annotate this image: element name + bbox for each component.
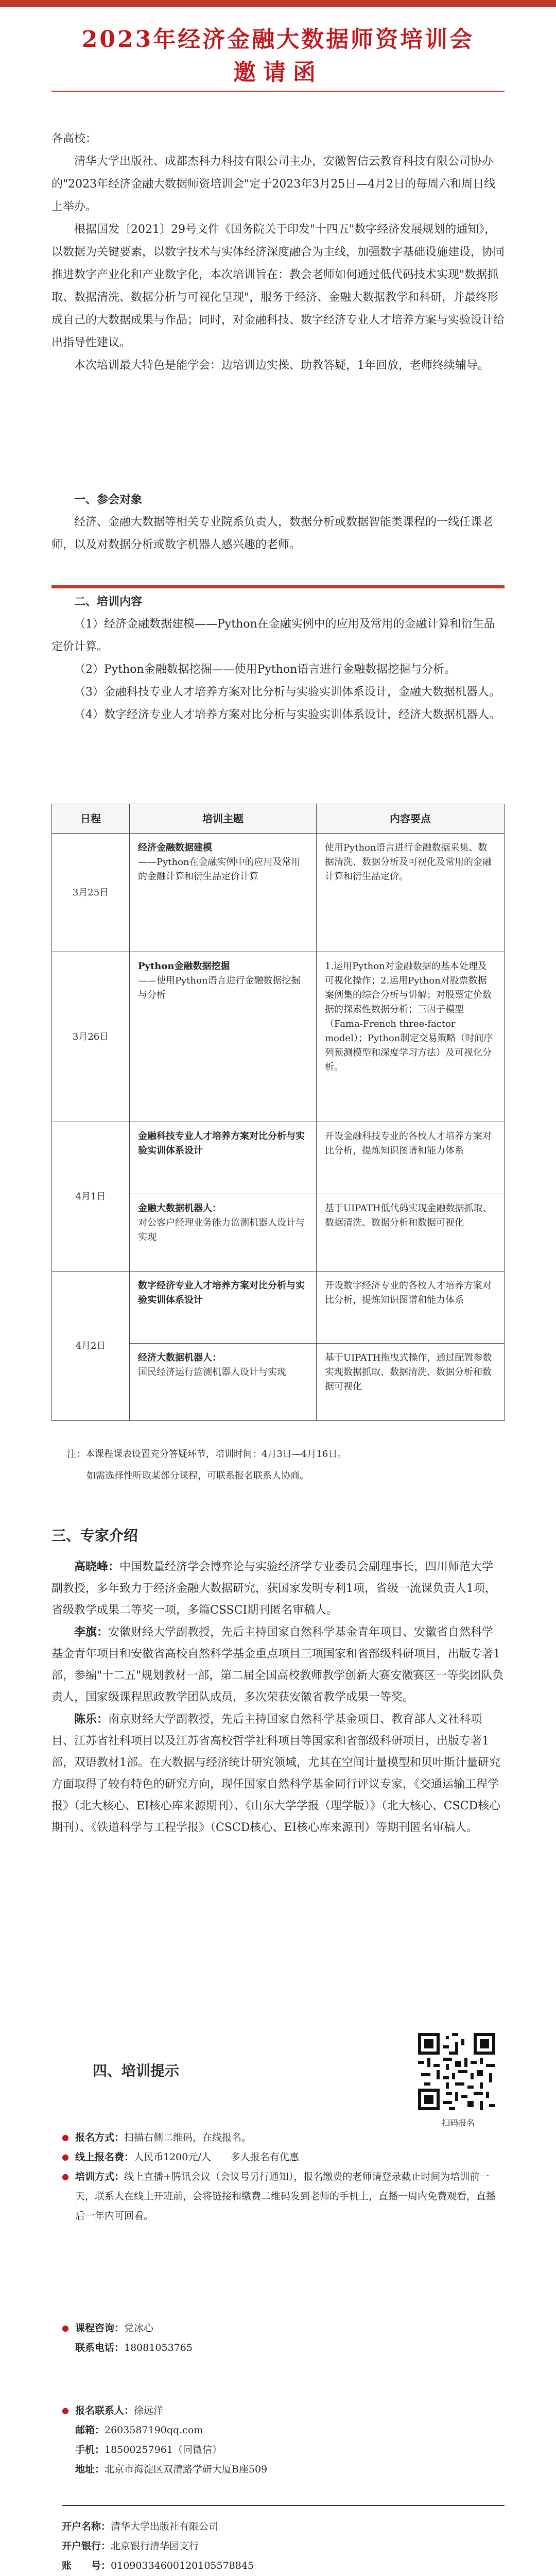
tip-value: 人民币1200元/人 多人报名有优惠	[133, 2151, 299, 2163]
topic-title: 金融大数据机器人：	[138, 1203, 221, 1214]
topic-title: 经济金融数据建模	[138, 842, 212, 853]
expert-3	[51, 1708, 505, 1839]
tip-key: 报名方式：	[75, 2132, 124, 2143]
bullet-icon: ●	[62, 2323, 69, 2333]
signup-contact	[62, 2401, 505, 2479]
content-item-3: （3）金融科技专业人才培养方案对比分析与实验实训体系设计，金融大数据机器人。	[74, 686, 500, 699]
section-heading-participants: 一、参会对象	[74, 493, 143, 506]
list-item	[62, 2517, 505, 2536]
section-heading-content: 二、培训内容	[74, 595, 143, 608]
contact-key: 手机：	[75, 2444, 105, 2455]
schedule-header-row	[52, 804, 505, 834]
topic-title: 金融科技专业人才培养方案对比分析与实验实训体系设计	[138, 1131, 305, 1156]
contact-key: 地址：	[75, 2464, 105, 2475]
schedule-topic	[130, 1344, 317, 1421]
schedule-content: 1.运用Python对金融数据的基本处理及可视化操作；2.运用Python对股票数据案例集的综合分析与讲解；对股票定价数据的探索性数据分析；三因子模型（Fama-French three-factor model）；Python制定交易策略（时间序列预测模型和深度学习方法）及可视化分析。	[317, 952, 505, 1122]
intro-block	[51, 128, 505, 377]
schedule-note: 注：本课程课表设置充分答疑环节，培训时间：4月3日—4月16日。	[67, 1449, 347, 1460]
schedule-content: 开设数字经济专业的各校人才培养方案对比分析，提炼知识图谱和能力体系	[317, 1272, 505, 1344]
email-link[interactable]: 2603587190qq.com	[104, 2425, 203, 2436]
schedule-topic	[130, 1122, 317, 1194]
top-red-rule	[0, 0, 556, 7]
expert-bio: 南京财经大学副教授，先后主持国家自然科学基金项目、教育部人文社科项目、江苏省社科项目以及江苏省高校哲学社科项目等国家和省部级科研项目，出版专著1部，双语教材1部。在大数据与经济统计研究领域，尤其在空间计量模型和贝叶斯计量研究方面取得了较有特色的研究方向，现任国家自然科学基金同行评议专家，《交通运输工程学报》（北大核心、EI核心库来源期刊）、《山东大学学报（理学版）》（北大核心、CSCD核心期刊）、《铁道科学与工程学报》（CSCD核心、EI核心库来源刊）等期刊匿名审稿人。	[51, 1713, 501, 1834]
title-divider	[51, 91, 505, 92]
bank-value: 清华大学出版社有限公司	[111, 2521, 219, 2532]
bank-key: 开户名称：	[62, 2521, 111, 2532]
col-header-topic: 培训主题	[130, 804, 317, 834]
topic-desc: 对公客户经理业务能力监测机器人设计与实现	[138, 1217, 305, 1243]
phone-link[interactable]: 18081053765	[124, 2342, 193, 2353]
list-item	[62, 2147, 505, 2167]
expert-bio: 中国数量经济学会博弈论与实验经济学专业委员会副理事长，四川师范大学副教授，多年致力于经济金融大数据研究，获国家发明专利1项，省级一流课负责人1项，省级教学成果二等奖一项，多篇CSSCI期刊匿名审稿人。	[51, 1561, 496, 1617]
schedule-table	[51, 804, 505, 1421]
schedule-date: 3月26日	[52, 952, 130, 1122]
list-item	[62, 2536, 505, 2556]
bank-value: 01090334600120105578845	[111, 2560, 254, 2571]
schedule-content: 开设金融科技专业的各校人才培养方案对比分析，提炼知识图谱和能力体系	[317, 1122, 505, 1194]
topic-title: 数字经济专业人才培养方案对比分析与实验实训体系设计	[138, 1280, 305, 1306]
schedule-date: 4月1日	[52, 1122, 130, 1272]
expert-name: 高晓峰：	[74, 1560, 120, 1573]
intro-paragraph-2: 根据国发〔2021〕29号文件《国务院关于印发"十四五"数字经济发展规划的通知》，以数据为关键要素，以数字技术与实体经济深度融合为主线，加强数字基础设施建设，协同推进数字产业化和产业数字化，本次培训旨在：教会老师如何通过低代码技术实现"数据抓取、数据清洗、数据分析与可视化呈现"，服务于经济、金融大数据教学和科研，并最终形成自己的大数据成果与作品；同时，对金融科技、数字经济专业人才培养方案与实验设计给出指导性建议。	[51, 223, 505, 349]
section-experts	[51, 1525, 505, 1839]
tip-value: 线上直播+腾讯会议（会议号另行通知），报名缴费的老师请登录截止时间为培训前一天，联系人在线上开班前，会将链接和缴费二维码发到老师的手机上，直播一周内免费观看，直播后一年内可回看。	[75, 2171, 496, 2222]
col-header-content: 内容要点	[317, 804, 505, 834]
table-row	[52, 834, 505, 952]
list-item	[62, 2556, 505, 2575]
schedule-date: 3月25日	[52, 834, 130, 952]
contact-key: 联系电话：	[75, 2342, 124, 2353]
bank-info	[62, 2517, 505, 2576]
topic-title: 经济大数据机器人：	[138, 1352, 221, 1363]
bank-key: 开户银行：	[62, 2540, 111, 2552]
qr-caption: 扫码报名	[441, 2118, 475, 2128]
bank-value: 北京银行清华园支行	[111, 2540, 199, 2552]
bullet-icon: ●	[62, 2172, 69, 2181]
phone-link[interactable]: 18500257961（同微信）	[104, 2444, 222, 2455]
content-item-2: （2）Python金融数据挖掘——使用Python语言进行金融数据挖掘与分析。	[74, 663, 456, 676]
salutation: 各高校：	[51, 132, 97, 145]
page-title: 2023年经济金融大数据师资培训会	[81, 26, 475, 53]
tips-list	[62, 2128, 505, 2226]
expert-2	[51, 1621, 505, 1708]
qr-code-icon[interactable]	[418, 2033, 495, 2110]
expert-name: 李旗：	[74, 1625, 109, 1639]
list-item	[62, 2167, 505, 2226]
content-item-1: （1）经济金融数据建模——Python在金融实例中的应用及常用的金融计算和衍生品定价计算。	[51, 618, 495, 653]
list-item	[62, 2440, 505, 2460]
tip-key: 线上报名费：	[75, 2151, 134, 2163]
expert-name: 陈乐：	[74, 1713, 109, 1726]
bank-key: 账 号：	[62, 2560, 111, 2571]
list-item	[62, 2420, 505, 2440]
bullet-icon: ●	[62, 2132, 69, 2142]
contact-key: 邮箱：	[75, 2425, 105, 2436]
bullet-icon: ●	[62, 2152, 69, 2162]
content-item-4: （4）数字经济专业人才培养方案对比分析与实验实训体系设计，经济大数据机器人。	[74, 708, 500, 721]
schedule-topic	[130, 834, 317, 952]
contact-value: 北京市海淀区双清路学研大厦B座509	[104, 2464, 268, 2475]
list-item	[62, 2338, 505, 2358]
schedule-content: 基于UIPATH低代码实现金融数据抓取、数据清洗、数据分析和数据可视化	[317, 1194, 505, 1272]
contact-key: 课程咨询：	[75, 2323, 124, 2334]
bank-divider	[62, 2505, 505, 2506]
section-divider	[51, 585, 505, 588]
schedule-date: 4月2日	[52, 1272, 130, 1421]
schedule-note-2: 如需选择性听取某部分课程，可联系报名联系人协商。	[86, 1470, 309, 1481]
topic-desc: 国民经济运行监测机器人设计与实现	[138, 1367, 286, 1378]
schedule-content: 基于UIPATH拖曳式操作，通过配置参数实现数据抓取、数据清洗、数据分析和数据可视化	[317, 1344, 505, 1421]
expert-1	[51, 1556, 505, 1621]
section-heading-experts: 三、专家介绍	[51, 1527, 138, 1544]
topic-desc: ——使用Python语言进行金融数据挖掘与分析	[138, 975, 301, 1001]
contact-key: 报名联系人：	[75, 2405, 134, 2416]
section-participants	[51, 488, 505, 556]
list-item	[62, 2401, 505, 2420]
table-row	[52, 1272, 505, 1344]
tip-value: 扫描右侧二维码，在线报名。	[124, 2132, 251, 2143]
table-row	[52, 952, 505, 1122]
section-content	[51, 590, 505, 726]
list-item	[62, 2460, 505, 2479]
topic-desc: ——Python在金融实例中的应用及常用的金融计算和衍生品定价计算	[138, 857, 301, 882]
table-row	[52, 1122, 505, 1194]
contact-value: 党冰心	[124, 2323, 153, 2334]
tip-key: 培训方式：	[75, 2171, 124, 2182]
schedule-topic	[130, 1272, 317, 1344]
topic-title: Python金融数据挖掘	[138, 961, 230, 972]
page-subtitle: 邀请函	[233, 59, 323, 86]
section-heading-tips: 四、培训提示	[93, 2062, 180, 2079]
schedule-topic	[130, 1194, 317, 1272]
intro-paragraph-1: 清华大学出版社、成都杰科力科技有限公司主办，安徽智信云教育科技有限公司协办的"2023年经济金融大数据师资培训会"定于2023年3月25日—4月2日的每周六和周日线上举办。	[51, 155, 496, 213]
contact-value: 徐远洋	[133, 2405, 163, 2416]
list-item	[62, 2128, 505, 2147]
col-header-date: 日程	[52, 804, 130, 834]
expert-bio: 安徽财经大学副教授，先后主持国家自然科学基金青年项目、安徽省自然科学基金青年项目和安徽省高校自然科学基金重点项目三项国家和省部级科研项目，出版专著1部，参编"十二五"规划教材一部，第二届全国高校教师教学创新大赛安徽赛区一等奖团队负责人，国家级课程思政教学团队成员，多次荣获安徽省教学成果一等奖。	[51, 1626, 504, 1704]
consult-contact	[62, 2318, 505, 2358]
bullet-icon: ●	[62, 2405, 69, 2415]
schedule-topic	[130, 952, 317, 1122]
list-item	[62, 2318, 505, 2338]
participants-text: 经济、金融大数据等相关专业院系负责人，数据分析或数据智能类课程的一线任课老师，以及对数据分析或数字机器人感兴趣的老师。	[51, 516, 494, 551]
intro-paragraph-3: 本次培训最大特色是能学会：边培训边实操、助教答疑，1年回放，老师终续辅导。	[74, 359, 489, 372]
schedule-content: 使用Python语言进行金融数据采集、数据清洗、数据分析及可视化及常用的金融计算和衍生品定价。	[317, 834, 505, 952]
